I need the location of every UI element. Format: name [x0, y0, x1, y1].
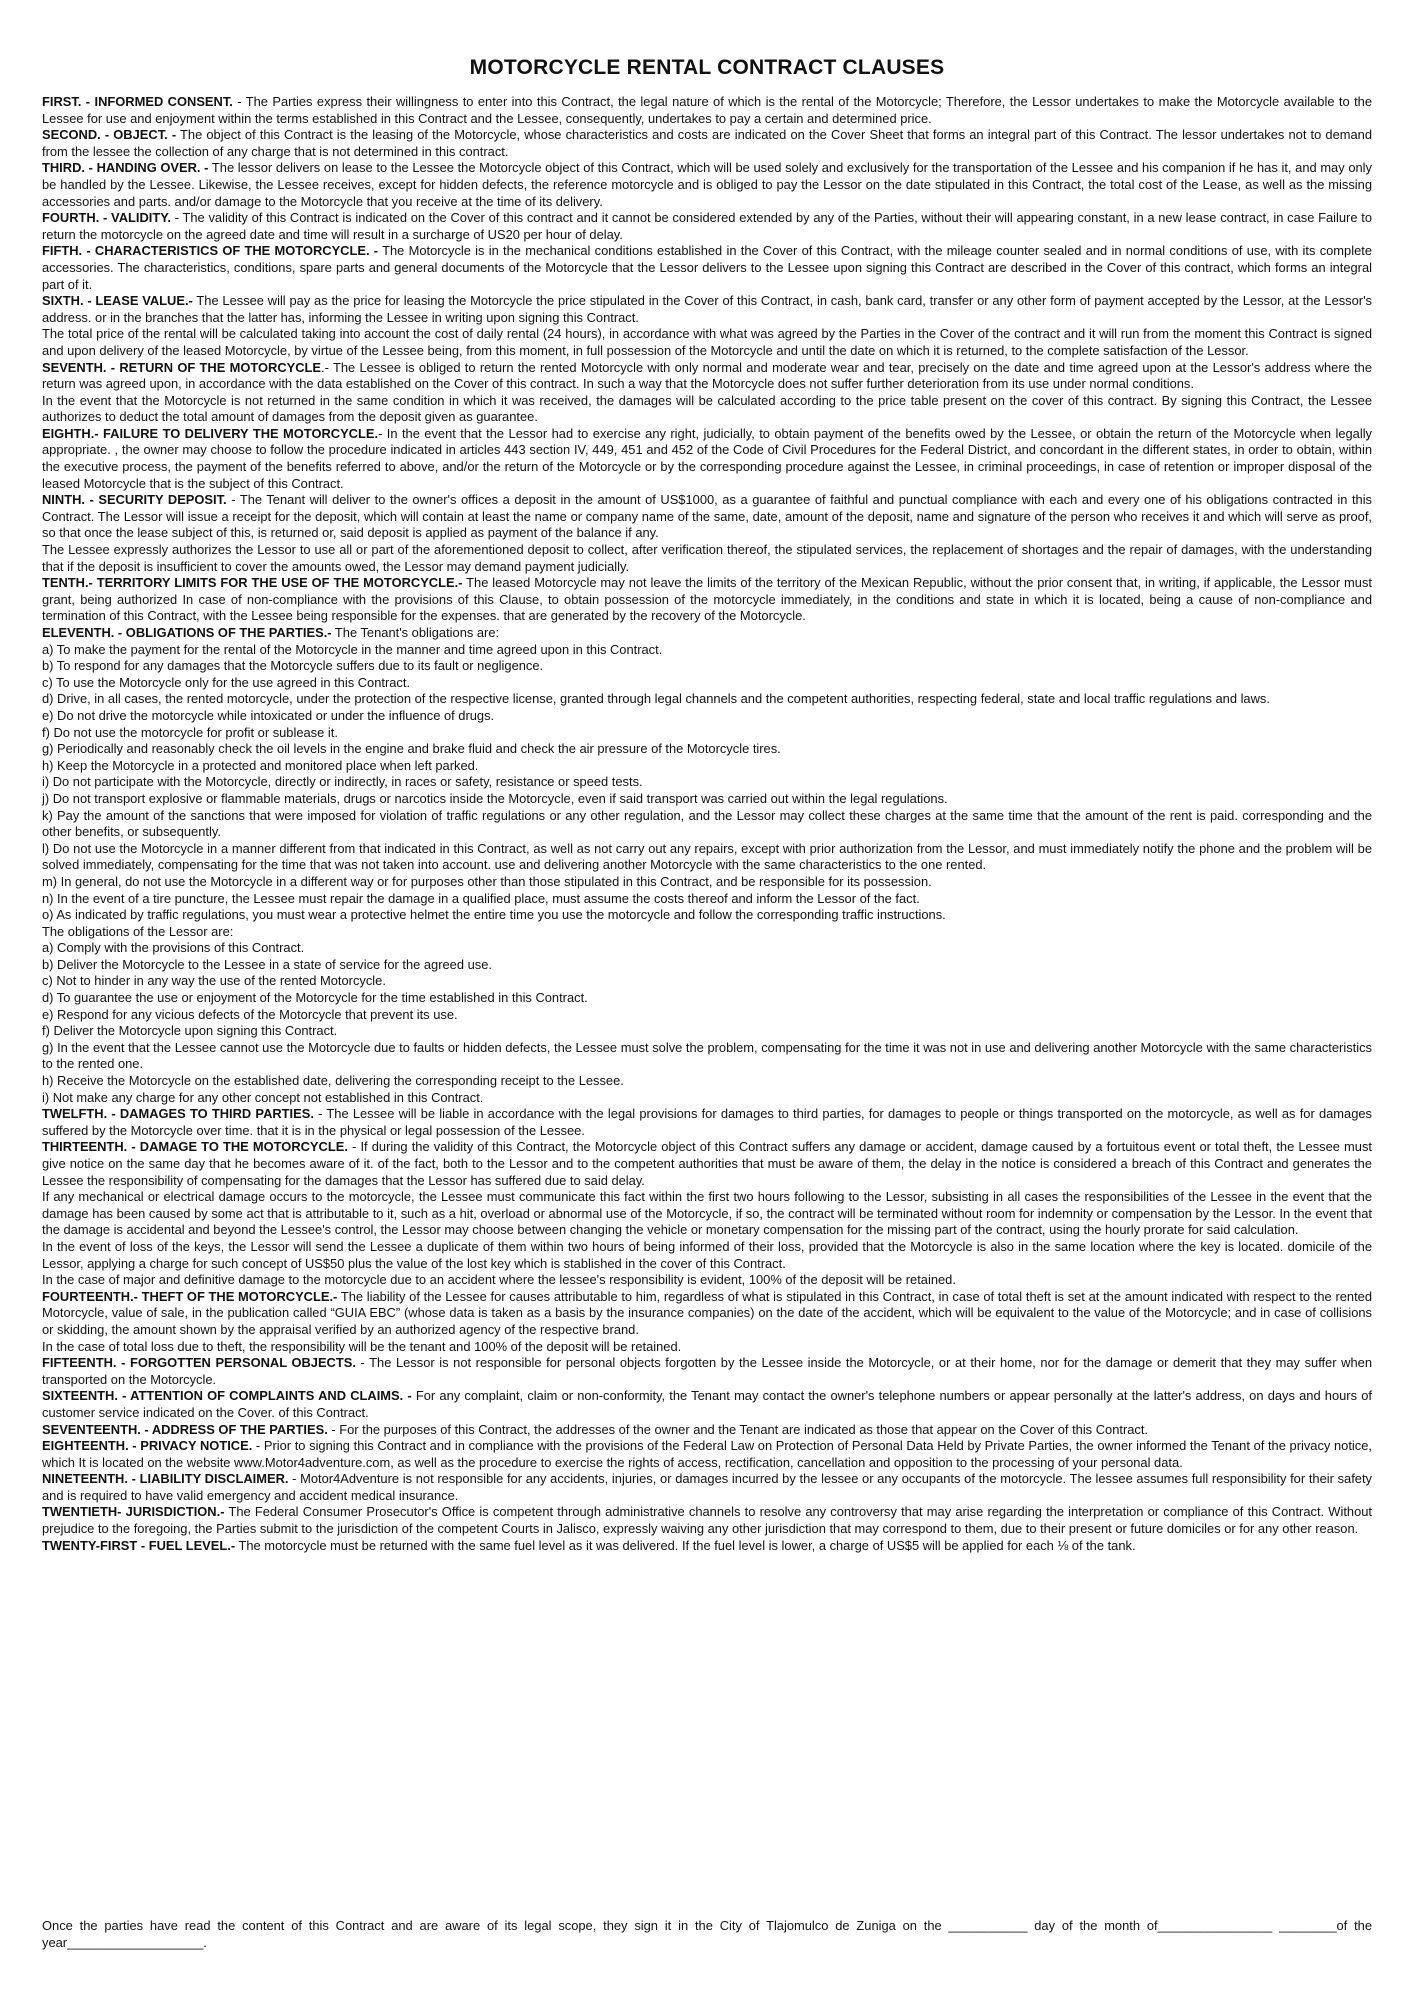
clause-paragraph [42, 841, 1372, 874]
clause-text: .- The Lessee is obliged to return the rented Motorcycle with only normal and moderate wear and tear, precisely on the date and time agreed upon at the Lessor's address where the return was agreed upon, in accordance with the data established on the Cover of this contract. In such a way that the Motorcycle does not suffer further deterioration from its use under normal conditions. [42, 359, 1372, 392]
clause-heading: SIXTH. - LEASE VALUE.- [42, 293, 193, 309]
clause-text: d) To guarantee the use or enjoyment of the Motorcycle for the time established in this Contract. [42, 990, 588, 1006]
clause-paragraph [42, 725, 1372, 742]
clause-heading: NINTH. - SECURITY DEPOSIT. [42, 492, 227, 508]
clause-text: - In the event that the Lessor had to exercise any right, judicially, to obtain payment of the benefits owed by the Lessee, or obtain the return of the Motorcycle when legally appropriate. , the owner may choose to follow the procedure indicated in articles 443 section IV, 449, 451 and 452 of the Code of Civil Procedures for the Federal District, and concordant in the different states, in order to obtain, within the executive process, the payment of the benefits referred to above, and/or the return of the Motorcycle or by the corresponding procedure against the Lessee, in criminal proceedings, in case of retention or improper disposal of the leased Motorcycle that is the subject of this Contract. [42, 425, 1373, 491]
clause-paragraph [42, 542, 1372, 575]
clause-paragraph [42, 891, 1372, 908]
clause-text: a) To make the payment for the rental of the Motorcycle in the manner and time agreed upon in this Contract. [42, 641, 663, 657]
clause-heading: EIGHTH.- FAILURE TO DELIVERY THE MOTORCYCLE. [42, 425, 379, 441]
clause-paragraph [42, 1471, 1372, 1504]
clause-paragraph [42, 210, 1372, 243]
clause-heading: SECOND. - OBJECT. - [42, 127, 177, 143]
clause-paragraph [42, 990, 1372, 1007]
contract-clauses [42, 94, 1372, 1554]
clause-text: e) Do not drive the motorcycle while intoxicated or under the influence of drugs. [42, 707, 495, 723]
clause-paragraph [42, 426, 1372, 492]
clause-paragraph [42, 741, 1372, 758]
clause-heading: SEVENTEENTH. - ADDRESS OF THE PARTIES. [42, 1421, 328, 1437]
clause-paragraph [42, 1388, 1372, 1421]
clause-text: i) Do not participate with the Motorcycle, directly or indirectly, in races or safety, resistance or speed tests. [42, 774, 643, 790]
document-title: MOTORCYCLE RENTAL CONTRACT CLAUSES [469, 56, 945, 79]
clause-heading: FIFTEENTH. - FORGOTTEN PERSONAL OBJECTS. [42, 1355, 356, 1371]
clause-heading: SIXTEENTH. - ATTENTION OF COMPLAINTS AND CLAIMS. - [42, 1388, 412, 1404]
clause-text: g) Periodically and reasonably check the oil levels in the engine and brake fluid and check the air pressure of the Motorcycle tires. [42, 741, 781, 757]
clause-text: c) Not to hinder in any way the use of the rented Motorcycle. [42, 973, 386, 989]
clause-text: - The validity of this Contract is indicated on the Cover of this contract and it cannot be considered extended by any of the Parties, without their will appearing constant, in a new lease contract, in case Failure to return the motorcycle on the agreed date and time will result in a surcharge of US20 per hour of delay. [42, 210, 1373, 242]
clause-paragraph [42, 393, 1372, 426]
clause-paragraph [42, 758, 1372, 775]
clause-paragraph [42, 1090, 1372, 1107]
clause-paragraph [42, 1339, 1372, 1356]
clause-paragraph [42, 1189, 1372, 1239]
clause-paragraph [42, 675, 1372, 692]
clause-text: - Prior to signing this Contract and in compliance with the provisions of the Federal Law on Protection of Personal Data Held by Private Parties, the owner informed the Tenant of the privacy notice, which It is located on the website www.Motor4adventure.com, as well as the procedure to exercise the rights of access, rectification, cancellation and opposition to the processing of your personal data. [42, 1438, 1372, 1470]
signature-statement: Once the parties have read the content of this Contract and are aware of its legal scope, they sign it in the City of Tlajomulco de Zuniga on the ___________ day of the month of________________ ________of the year___________________. [42, 1918, 1372, 1950]
clause-paragraph [42, 94, 1372, 127]
clause-heading: TWENTIETH- JURISDICTION.- [42, 1504, 225, 1520]
clause-text: The Lessee expressly authorizes the Lessor to use all or part of the aforementioned deposit to collect, after verification thereof, the stipulated services, the replacement of shortages and the repair of damages, with the understanding that if the deposit is insufficient to cover the amounts owed, the Lessor may demand payment judicially. [42, 542, 1372, 574]
clause-text: The lessor delivers on lease to the Lessee the Motorcycle object of this Contract, which will be used solely and exclusively for the transportation of the Lessee and his companion if he has it, and may only be handled by the Lessee. Likewise, the Lessee receives, except for hidden defects, the reference motorcycle and is obliged to pay the Lessor on the date stipulated in this Contract, the total cost of the Lease, as well as the missing accessories and parts. and/or damage to the Motorcycle that you receive at the time of its delivery. [42, 160, 1372, 209]
clause-paragraph [42, 1272, 1372, 1289]
clause-heading: TENTH.- TERRITORY LIMITS FOR THE USE OF THE MOTORCYCLE.- [42, 575, 463, 591]
clause-paragraph [42, 160, 1372, 210]
clause-paragraph [42, 1106, 1372, 1139]
clause-paragraph [42, 1239, 1372, 1272]
clause-paragraph [42, 1139, 1372, 1189]
clause-paragraph [42, 808, 1372, 841]
clause-text: b) To respond for any damages that the Motorcycle suffers due to its fault or negligence. [42, 658, 544, 674]
clause-paragraph [42, 907, 1372, 924]
clause-text: j) Do not transport explosive or flammable materials, drugs or narcotics inside the Motorcycle, even if said transport was carried out within the legal regulations. [42, 790, 948, 806]
clause-paragraph [42, 973, 1372, 990]
clause-paragraph [42, 1538, 1372, 1555]
clause-text: e) Respond for any vicious defects of the Motorcycle that prevent its use. [42, 1006, 458, 1022]
clause-paragraph [42, 957, 1372, 974]
clause-text: g) In the event that the Lessee cannot use the Motorcycle due to faults or hidden defects, the Lessee must solve the problem, compensating for the time it was not in use and delivering another Motorcycle with the same characteristics to the rented one. [42, 1039, 1372, 1072]
clause-text: - The Lessee will be liable in accordance with the legal provisions for damages to third parties, for damages to people or things transported on the motorcycle, as well as for damages suffered by the Motorcycle over time. that it is in the physical or legal possession of the Lessee. [42, 1106, 1372, 1138]
clause-paragraph [42, 1289, 1372, 1339]
clause-text: b) Deliver the Motorcycle to the Lessee in a state of service for the agreed use. [42, 956, 492, 972]
clause-text: h) Receive the Motorcycle on the established date, delivering the corresponding receipt to the Lessee. [42, 1073, 624, 1089]
clause-paragraph [42, 326, 1372, 359]
clause-paragraph [42, 127, 1372, 160]
clause-paragraph [42, 691, 1372, 708]
clause-text: - For the purposes of this Contract, the addresses of the owner and the Tenant are indicated as those that appear on the Cover of this Contract. [327, 1421, 1149, 1437]
clause-text: - Motor4Adventure is not responsible for any accidents, injuries, or damages incurred by the lessee or any occupants of the motorcycle. The lessee assumes full responsibility for their safety and is required to have valid emergency and accident medical insurance. [42, 1471, 1372, 1503]
clause-text: o) As indicated by traffic regulations, you must wear a protective helmet the entire time you use the motorcycle and follow the corresponding traffic instructions. [42, 907, 946, 923]
clause-paragraph [42, 625, 1372, 642]
clause-paragraph [42, 492, 1372, 542]
clause-paragraph [42, 360, 1372, 393]
clause-heading: SEVENTH. - RETURN OF THE MOTORCYCLE [42, 359, 322, 375]
clause-text: The object of this Contract is the leasing of the Motorcycle, whose characteristics and costs are indicated on the Cover Sheet that forms an integral part of this Contract. The lessor undertakes not to demand from the lessee the collection of any charge that is not determined in this contract. [42, 127, 1372, 159]
clause-paragraph [42, 1040, 1372, 1073]
clause-text: The liability of the Lessee for causes attributable to him, regardless of what is stipulated in this Contract, in case of total theft is set at the amount indicated with respect to the rented Motorcycle, value of sale, in the publication called “GUIA EBC” (whose data is taken as a basis by the insurance companies) on the date of the accident, which will be equivalent to the value of the Motorcycle; and in case of collisions or skidding, the amount shown by the appraisal verified by an authorized agency of the respective brand. [42, 1288, 1372, 1337]
clause-text: If any mechanical or electrical damage occurs to the motorcycle, the Lessee must communicate this fact within the first two hours following to the Lessor, subsisting in all cases the responsibilities of the Lessee in the event that the damage has been caused by some act that is attributable to it, such as a hit, overload or abnormal use of the Motorcycle, if so, the contract will be terminated without room for indemnity or compensation by the Lessor. In the event that the damage is accidental and beyond the Lessee's control, the Lessor may choose between changing the vehicle or monetary compensation for the missing part of the contract, using the hourly prorate for said calculation. [42, 1189, 1372, 1238]
clause-heading: FIFTH. - CHARACTERISTICS OF THE MOTORCYCLE. - [42, 243, 379, 259]
clause-heading: ELEVENTH. - OBLIGATIONS OF THE PARTIES.- [42, 625, 332, 640]
clause-text: i) Not make any charge for any other concept not established in this Contract. [42, 1089, 484, 1105]
clause-heading: FOURTH. - VALIDITY. [42, 210, 171, 226]
clause-text: m) In general, do not use the Motorcycle in a different way or for purposes other than those stipulated in this Contract, and be responsible for its possession. [42, 873, 932, 889]
clause-paragraph [42, 1073, 1372, 1090]
clause-heading: TWENTY-FIRST - FUEL LEVEL.- [42, 1537, 236, 1553]
clause-paragraph [42, 293, 1372, 326]
clause-text: c) To use the Motorcycle only for the use agreed in this Contract. [42, 674, 411, 690]
clause-heading: FOURTEENTH.- THEFT OF THE MOTORCYCLE.- [42, 1288, 338, 1304]
clause-text: The motorcycle must be returned with the same fuel level as it was delivered. If the fuel level is lower, a charge of US$5 will be applied for each ⅛ of the tank. [235, 1537, 1136, 1553]
clause-text: a) Comply with the provisions of this Contract. [42, 940, 305, 956]
clause-text: - The Parties express their willingness to enter into this Contract, the legal nature of which is the rental of the Motorcycle; Therefore, the Lessor undertakes to make the Motorcycle available to the Lessee for use and enjoyment within the terms established in this Contract and the Lessee, consequently, undertakes to pay a certain and determined price. [42, 94, 1372, 126]
clause-paragraph [42, 1007, 1372, 1024]
clause-text: The Tenant's obligations are: [331, 625, 500, 640]
clause-heading: THIRD. - HANDING OVER. - [42, 160, 209, 176]
clause-paragraph [42, 1422, 1372, 1439]
clause-text: l) Do not use the Motorcycle in a manner different from that indicated in this Contract, as well as not carry out any repairs, except with prior authorization from the Lessor, and must immediately notify the phone and the problem will be solved immediately, compensating for the time that was not taken into account. use and delivering another Motorcycle with the same characteristics to the one rented. [42, 840, 1372, 873]
clause-text: - The Tenant will deliver to the owner's offices a deposit in the amount of US$1000, as a guarantee of faithful and punctual compliance with each and every one of his obligations contracted in this Contract. The Lessor will issue a receipt for the deposit, which will contain at least the name or company name of the same, date, amount of the deposit, name and signature of the person who receives it and which will serve as proof, so that once the lease subject of this, is returned or, said deposit is applied as payment of the balance if any. [42, 492, 1373, 541]
clause-text: In the case of major and definitive damage to the motorcycle due to an accident where the lessee's responsibility is evident, 100% of the deposit will be retained. [42, 1272, 956, 1288]
clause-text: In the event of loss of the keys, the Lessor will send the Lessee a duplicate of them within two hours of being informed of their loss, provided that the Motorcycle is also in the same location where the key is located. domicile of the Lessor, applying a charge for such concept of US$50 plus the value of the lost key which is stablished in the cover of this Contract. [42, 1238, 1372, 1271]
clause-text: For any complaint, claim or non-conformity, the Tenant may contact the owner's telephone numbers or appear personally at the latter's address, on days and hours of customer service indicated on the Cover. of this Contract. [42, 1388, 1372, 1420]
clause-heading: EIGHTEENTH. - PRIVACY NOTICE. [42, 1438, 253, 1454]
clause-text: The Lessee will pay as the price for leasing the Motorcycle the price stipulated in the Cover of this Contract, in cash, bank card, transfer or any other form of payment accepted by the Lessor, at the Lessor's address. or in the branches that the latter has, informing the Lessee in writing upon signing this Contract. [42, 293, 1372, 325]
clause-text: d) Drive, in all cases, the rented motorcycle, under the protection of the respective license, granted through legal channels and the competent authorities, respecting federal, state and local traffic regulations and laws. [42, 691, 1270, 707]
clause-text: - The Lessor is not responsible for personal objects forgotten by the Lessee inside the Motorcycle, or at their home, nor for the damage or demerit that they may suffer when transported on the Motorcycle. [42, 1355, 1372, 1387]
clause-paragraph [42, 642, 1372, 659]
clause-text: The leased Motorcycle may not leave the limits of the territory of the Mexican Republic, without the prior consent that, in writing, if applicable, the Lessor must grant, being authorized In case of non-compliance with the provisions of this Clause, to obtain possession of the motorcycle immediately, in the conditions and state in which it is located, being a cause of non-compliance and termination of this Contract, with the Lessee being responsible for the expenses. that are generated by the recovery of the Motorcycle. [42, 575, 1372, 624]
clause-paragraph [42, 708, 1372, 725]
clause-text: The total price of the rental will be calculated taking into account the cost of daily rental (24 hours), in accordance with what was agreed by the Parties in the Cover of the contract and it will run from the moment this Contract is signed and upon delivery of the leased Motorcycle, by virtue of the Lessee being, from this moment, in full possession of the Motorcycle and until the date on which it is returned, to the complete satisfaction of the Lessor. [42, 326, 1372, 358]
clause-heading: FIRST. - INFORMED CONSENT. [42, 94, 233, 109]
clause-text: f) Do not use the motorcycle for profit or sublease it. [42, 724, 338, 740]
clause-paragraph [42, 1438, 1372, 1471]
clause-text: h) Keep the Motorcycle in a protected and monitored place when left parked. [42, 757, 479, 773]
clause-paragraph [42, 243, 1372, 293]
clause-text: In the case of total loss due to theft, the responsibility will be the tenant and 100% of the deposit will be retained. [42, 1338, 682, 1354]
clause-paragraph [42, 575, 1372, 625]
clause-paragraph [42, 658, 1372, 675]
clause-text: k) Pay the amount of the sanctions that were imposed for violation of traffic regulations or any other regulation, and the Lessor may collect these charges at the same time that the amount of the rent is paid. corresponding and the other benefits, or subsequently. [42, 807, 1372, 840]
clause-text: f) Deliver the Motorcycle upon signing this Contract. [42, 1023, 338, 1039]
clause-text: n) In the event of a tire puncture, the Lessee must repair the damage in a qualified place, must assume the costs thereof and inform the Lessor of the fact. [42, 890, 920, 906]
clause-heading: NINETEENTH. - LIABILITY DISCLAIMER. [42, 1471, 289, 1487]
clause-text: - If during the validity of this Contract, the Motorcycle object of this Contract suffers any damage or accident, damage caused by a fortuitous event or total theft, the Lessee must give notice on the same day that he becomes aware of it. of the fact, both to the Lessor and to the competent authorities that must be aware of them, the delay in the notice is considered a breach of this Contract and generates the Lessee the responsibility of compensating for the damages that the Lessor has suffered due to said delay. [42, 1139, 1372, 1188]
clause-text: In the event that the Motorcycle is not returned in the same condition in which it was received, the damages will be calculated according to the price table present on the cover of this contract. By signing this Contract, the Lessee authorizes to deduct the total amount of damages from the deposit given as guarantee. [42, 392, 1372, 425]
clause-text: The Motorcycle is in the mechanical conditions established in the Cover of this Contract, with the mileage counter sealed and in normal conditions of use, with its complete accessories. The characteristics, conditions, spare parts and general documents of the Motorcycle that the Lessor delivers to the Lessee upon signing this Contract are described in the Cover of this contract, which forms an integral part of it. [42, 243, 1372, 292]
clause-paragraph [42, 791, 1372, 808]
clause-paragraph [42, 1504, 1372, 1537]
clause-paragraph [42, 940, 1372, 957]
clause-paragraph [42, 1355, 1372, 1388]
clause-paragraph [42, 874, 1372, 891]
clause-text: The obligations of the Lessor are: [42, 923, 234, 939]
clause-paragraph [42, 924, 1372, 941]
clause-paragraph [42, 774, 1372, 791]
clause-paragraph [42, 1023, 1372, 1040]
clause-heading: THIRTEENTH. - DAMAGE TO THE MOTORCYCLE. [42, 1139, 348, 1155]
clause-text: The Federal Consumer Prosecutor's Office is competent through administrative channels to resolve any controversy that may arise regarding the interpretation or compliance of this Contract. Without prejudice to the foregoing, the Parties submit to the jurisdiction of the competent Courts in Jalisco, expressly waiving any other jurisdiction that may correspond to them, due to their present or future domiciles or for any other reason. [42, 1504, 1372, 1537]
clause-heading: TWELFTH. - DAMAGES TO THIRD PARTIES. [42, 1106, 314, 1122]
